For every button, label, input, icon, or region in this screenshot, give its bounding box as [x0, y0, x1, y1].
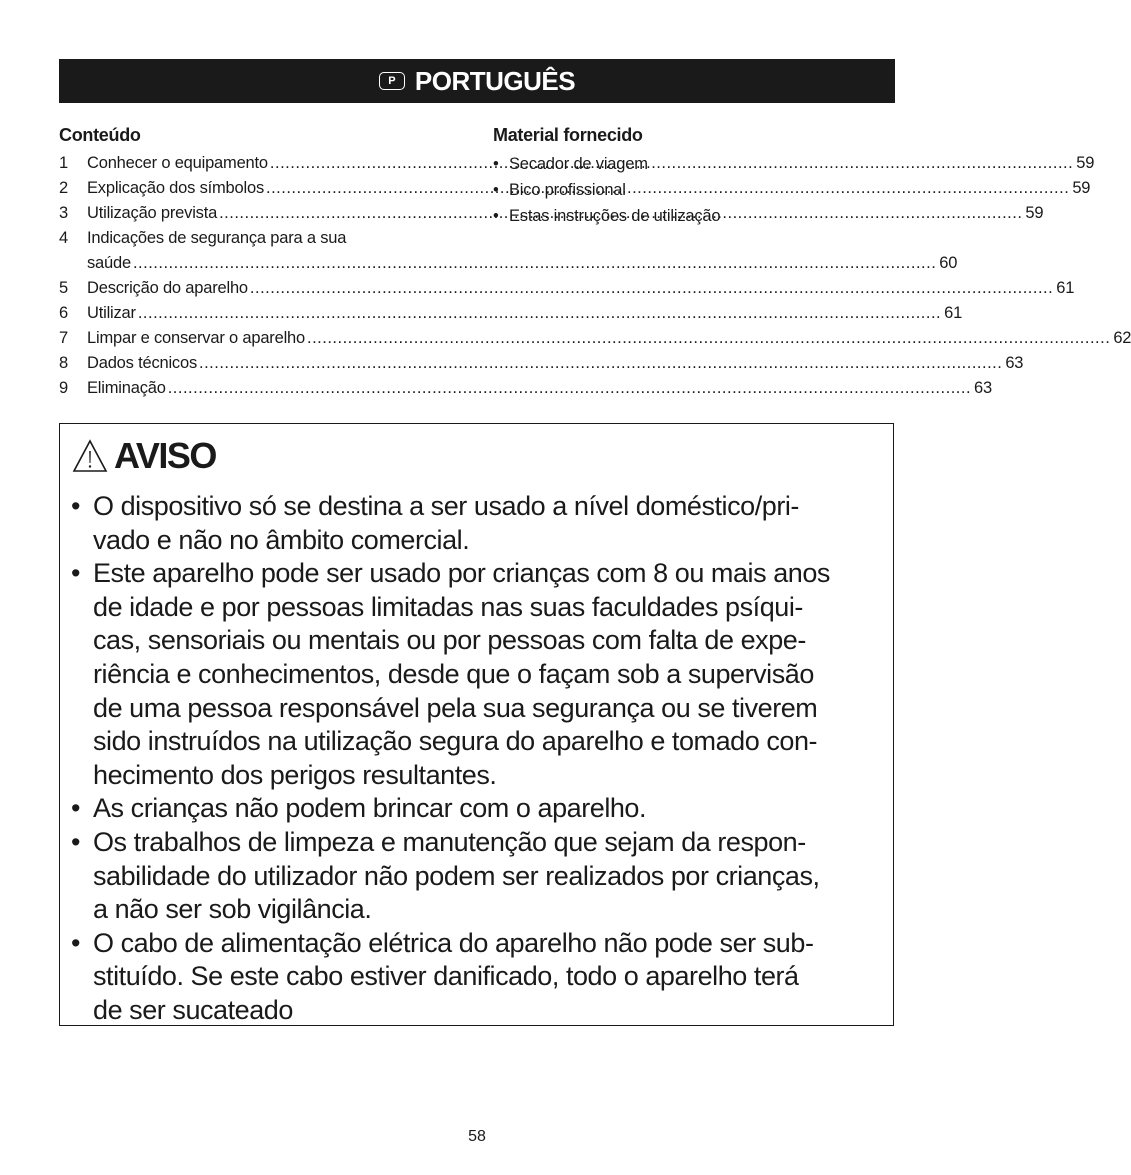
- toc-item-number: 7: [59, 329, 68, 347]
- toc-item: [59, 326, 1131, 351]
- toc-item-number: 4: [59, 229, 68, 247]
- warning-item: [70, 490, 883, 557]
- warning-item: [70, 557, 883, 792]
- toc-item-page: 59: [1076, 154, 1095, 172]
- toc-item-number: 5: [59, 279, 68, 297]
- page-number: 58: [468, 1128, 486, 1145]
- toc-item-number: 8: [59, 354, 68, 372]
- toc-item-page: 63: [974, 379, 992, 397]
- toc-item-title: Eliminação: [87, 379, 166, 397]
- bullet-dot: •: [71, 491, 81, 521]
- toc-item: [59, 301, 963, 326]
- toc-item: [59, 351, 1024, 376]
- language-header-bar: [59, 59, 895, 103]
- warning-item: [70, 792, 883, 826]
- toc-item-body: [87, 376, 992, 401]
- toc-item-page: 61: [944, 304, 963, 322]
- toc-item-body: [87, 326, 1131, 351]
- toc-item-title: Dados técnicos: [87, 354, 198, 372]
- warning-item-line: vado e não no âmbito comercial.: [93, 524, 470, 555]
- warning-item-line: Os trabalhos de limpeza e manutenção que sejam da respon-: [93, 826, 806, 857]
- warning-item-line: As crianças não podem brincar com o aparelho.: [93, 793, 647, 824]
- toc-item-line: [87, 301, 962, 326]
- toc-dot-leader: [168, 376, 971, 401]
- warning-item-text: [93, 792, 646, 826]
- toc-item-page: 61: [1056, 279, 1075, 297]
- warning-item-line: O dispositivo só se destina a ser usado a nível doméstico/pri-: [93, 491, 799, 521]
- toc-dot-leader: [133, 251, 936, 276]
- warning-item-text: [93, 826, 820, 927]
- toc-item-page: 63: [1005, 354, 1024, 372]
- toc-item-number: 6: [59, 304, 68, 322]
- bullet-dot: •: [71, 927, 81, 958]
- toc-item-body: [87, 276, 1074, 301]
- bullet-dot: •: [493, 207, 499, 225]
- toc-item-line: [87, 326, 1131, 351]
- toc-item-number: 1: [59, 154, 68, 172]
- warning-item: [70, 826, 883, 927]
- toc-dot-leader: [307, 326, 1110, 351]
- warning-item-line: stituído. Se este cabo estiver danificado, todo o aparelho terá: [93, 961, 799, 992]
- material-item: [493, 177, 893, 203]
- warning-item-line: de ser sucateado: [93, 994, 293, 1025]
- warning-item-line: de uma pessoa responsável pela sua segurança ou se tiverem: [93, 692, 818, 723]
- warning-item-line: riência e conhecimentos, desde que o façam sob a supervisão: [93, 658, 814, 689]
- toc-item: [59, 226, 958, 276]
- toc-item-line: [87, 251, 957, 276]
- toc-item-line: [87, 276, 1074, 301]
- bullet-dot: •: [71, 558, 81, 589]
- warning-item: [70, 927, 883, 1028]
- warning-item-line: de idade e por pessoas limitadas nas suas faculdades psíqui-: [93, 591, 803, 622]
- warning-list: [70, 490, 883, 1028]
- toc-item-body: [87, 351, 1023, 376]
- toc-item-number: 3: [59, 204, 68, 222]
- toc-item-title: Utilização prevista: [87, 204, 218, 222]
- toc-item-page: 60: [939, 254, 958, 272]
- warning-box: [59, 423, 894, 1026]
- material-item-text: Estas instruções de utilização: [509, 207, 721, 225]
- warning-item-line: cas, sensoriais ou mentais ou por pessoas com falta de expe-: [93, 625, 806, 656]
- toc-item: [59, 276, 1075, 301]
- language-title: PORTUGUÊS: [414, 65, 576, 96]
- toc-item-title: Limpar e conservar o aparelho: [87, 329, 305, 347]
- toc-item-page: 62: [1113, 329, 1131, 347]
- material-item: [493, 151, 893, 177]
- bullet-dot: •: [71, 793, 81, 824]
- material-item-text: Secador de viagem: [509, 155, 648, 173]
- supplied-material: [493, 123, 893, 229]
- warning-item-line: sabilidade do utilizador não podem ser realizados por crianças,: [93, 860, 820, 891]
- warning-item-line: O cabo de alimentação elétrica do aparelho não pode ser sub-: [93, 927, 814, 958]
- toc-item-number: 2: [59, 179, 68, 197]
- material-list: [493, 151, 893, 229]
- toc-item-title: Utilizar: [87, 304, 136, 322]
- warning-item-text: [93, 557, 830, 792]
- toc-item-line: [87, 351, 1023, 376]
- material-item-text: Bico profissional: [509, 181, 626, 199]
- toc-item-body: [87, 226, 957, 276]
- material-heading: Material fornecido: [493, 125, 643, 145]
- warning-item-text: [93, 490, 799, 557]
- toc-item-page: 59: [1072, 179, 1091, 197]
- warning-item-line: a não ser sob vigilância.: [93, 894, 372, 925]
- toc-dot-leader: [199, 351, 1002, 376]
- toc-item-line: [87, 226, 957, 251]
- toc-item: [59, 376, 992, 401]
- warning-item-line: hecimento dos perigos resultantes.: [93, 759, 497, 790]
- toc-item-body: [87, 301, 962, 326]
- toc-item-title: Indicações de segurança para a sua: [87, 229, 347, 247]
- warning-item-line: sido instruídos na utilização segura do aparelho e tomado con-: [93, 726, 818, 757]
- toc-dot-leader: [250, 276, 1053, 301]
- toc-item-title: Descrição do aparelho: [87, 279, 248, 297]
- warning-header: [72, 432, 883, 480]
- bullet-dot: •: [493, 155, 499, 173]
- toc-item-title: saúde: [87, 254, 131, 272]
- warning-item-text: [93, 927, 813, 1028]
- toc-item-line: [87, 376, 992, 401]
- toc-dot-leader: [138, 301, 941, 326]
- material-item: [493, 203, 893, 229]
- warning-triangle-icon: [72, 438, 108, 474]
- toc-item-number: 9: [59, 379, 68, 397]
- language-code-badge: P: [379, 72, 405, 90]
- toc-item-page: 59: [1025, 204, 1044, 222]
- toc-heading: Conteúdo: [59, 125, 141, 145]
- bullet-dot: •: [71, 826, 81, 857]
- bullet-dot: •: [493, 181, 499, 199]
- warning-title: AVISO: [114, 435, 216, 476]
- toc-item-title: Conhecer o equipamento: [87, 154, 268, 172]
- toc-item-title: Explicação dos símbolos: [87, 179, 264, 197]
- warning-item-line: Este aparelho pode ser usado por crianças com 8 ou mais anos: [93, 558, 830, 589]
